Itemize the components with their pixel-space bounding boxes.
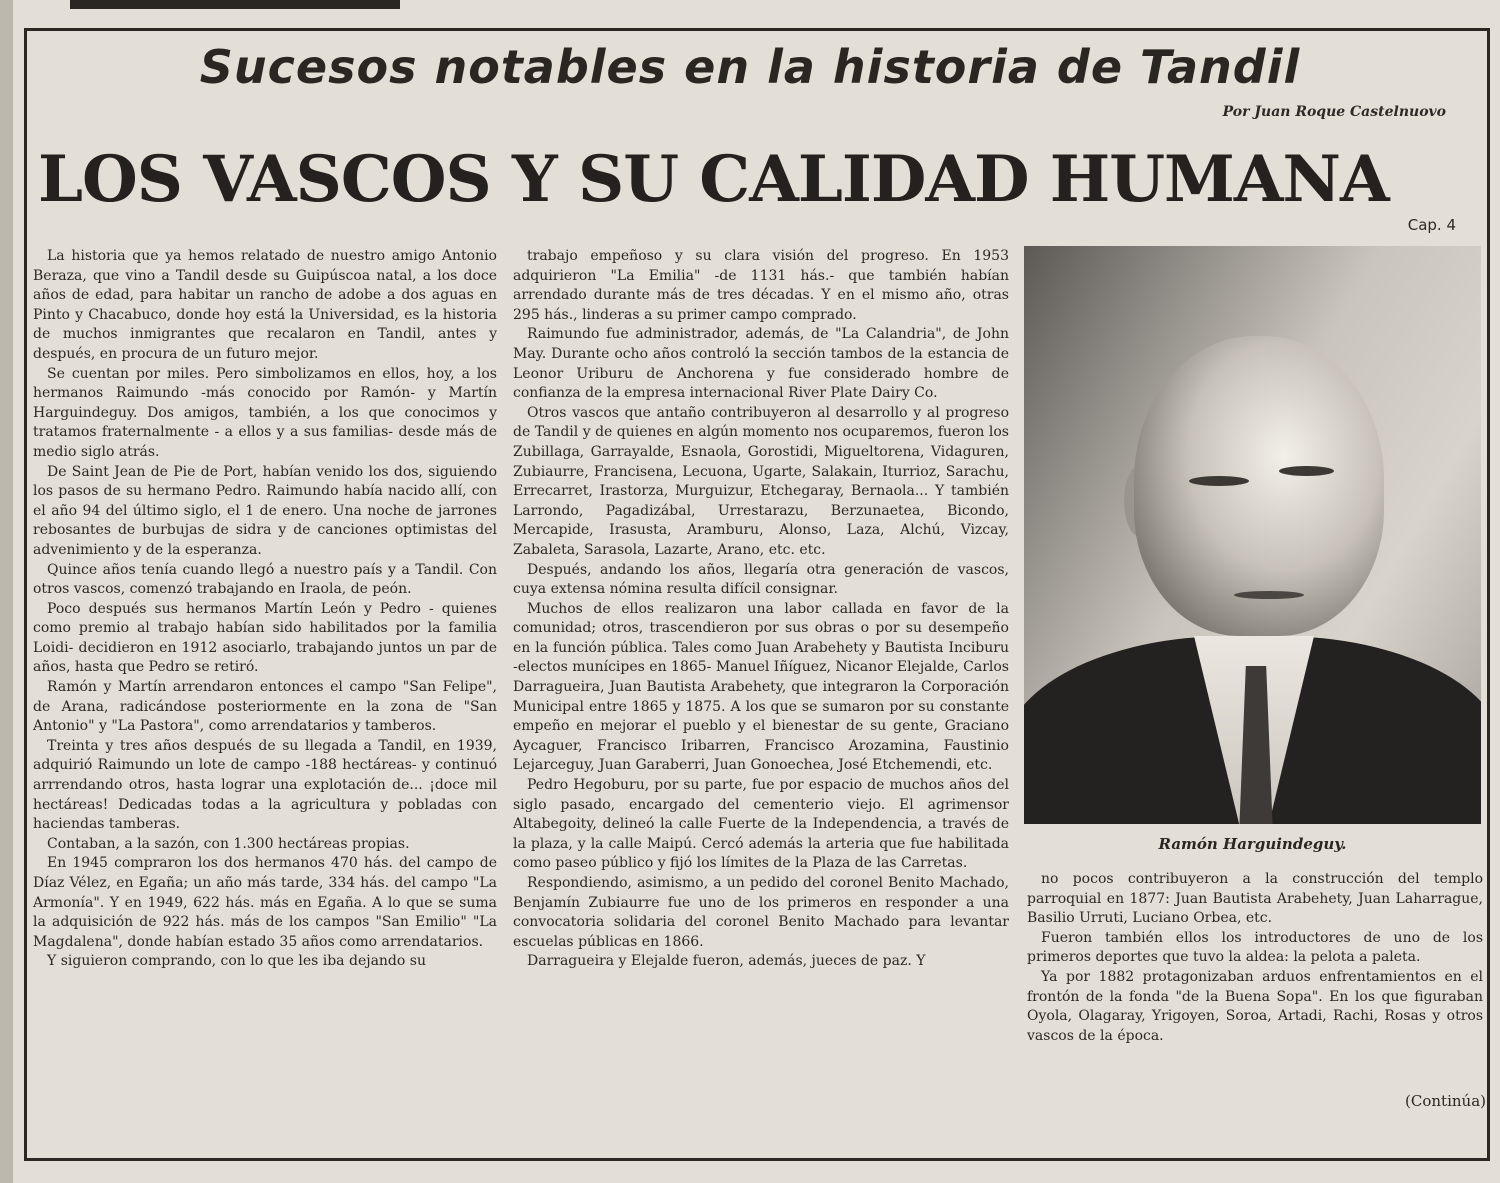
paragraph: Muchos de ellos realizaron una labor callada en favor de la comunidad; otros, trascendieron por sus obras o por su desempeño en la función pública. Tales como Juan Arabehety y Bautista Inciburu -electos munícipes en 1865- Manuel Iñíguez, Nicanor Elejalde, Carlos Darragueira, Juan Bautista Arabehety, que integraron la Corporación Municipal entre 1865 y 1875. A los que se sumaron por su constante empeño en mejorar el pueblo y el bienestar de su gente, Graciano Aycaguer, Francisco Iribarren, Francisco Arozamina, Faustinio Lejarceguy, Juan Garaberri, Juan Gonoechea, José Etchemendi, etc.	[513, 600, 1009, 774]
paragraph: Ramón y Martín arrendaron entonces el campo "San Felipe", de Arana, radicándose posteriormente en la zona de "San Antonio" y "La Pastora", como arrendatarios y tamberos.	[33, 679, 497, 735]
paragraph: Respondiendo, asimismo, a un pedido del coronel Benito Machado, Benjamín Zubiaurre fue uno de los primeros en responder a una convocatoria solidaria del coronel Benito Machado para levantar escuelas públicas en 1866.	[513, 875, 1009, 950]
text-column-1	[33, 247, 497, 1152]
photo-caption: Ramón Harguindeguy.	[1158, 835, 1347, 853]
photo-brow	[1189, 476, 1249, 486]
paragraph: Quince años tenía cuando llegó a nuestro país y a Tandil. Con otros vascos, comenzó trabajando en Iraola, de peón.	[33, 561, 497, 598]
paragraph: La historia que ya hemos relatado de nuestro amigo Antonio Beraza, que vino a Tandil desde su Guipúscoa natal, a los doce años de edad, para habitar un rancho de adobe a dos aguas en Pinto y Chacabuco, donde hoy está la Universidad, es la historia de muchos inmigrantes que recalaron en Tandil, antes y después, en procura de un futuro mejor.	[33, 248, 497, 362]
paragraph: Contaban, a la sazón, con 1.300 hectáreas propias.	[47, 835, 410, 852]
paragraph: Fueron también ellos los introductores de uno de los primeros deportes que tuvo la aldea: la pelota a paleta.	[1027, 929, 1483, 966]
article-title: LOS VASCOS Y SU CALIDAD HUMANA	[38, 142, 1389, 217]
paragraph: Se cuentan por miles. Pero simbolizamos en ellos, hoy, a los hermanos Raimundo -más conocido por Ramón- y Martín Harguindeguy. Dos amigos, también, a los que conocimos y tratamos fraternalmente - a ellos y a sus familias- desde más de medio siglo atrás.	[33, 365, 497, 460]
paragraph: trabajo empeñoso y su clara visión del progreso. En 1953 adquirieron "La Emilia" -de 1131 hás.- que también habían arrendado durante más de tres décadas. Y en el mismo año, otras 295 hás., linderas a su primer campo comprado.	[513, 248, 1009, 323]
paragraph: De Saint Jean de Pie de Port, habían venido los dos, siguiendo los pasos de su hermano Pedro. Raimundo había nacido allí, con el año 94 del último siglo, el 1 de enero. Una noche de jarrones rebosantes de burbujas de sidra y de canciones optimistas del advenimiento y de la esperanza.	[33, 463, 497, 558]
continued-label: (Continúa)	[1405, 1092, 1486, 1110]
paragraph: En 1945 compraron los dos hermanos 470 hás. del campo de Díaz Vélez, en Egaña; un año más tarde, 334 hás. del campo "La Armonía". Y en 1949, 622 hás. más en Egaña. A lo que se suma la adquisición de 922 hás. más de los campos "San Emilio" "La Magdalena", donde habían estado 35 años como arrendatarios.	[33, 855, 497, 950]
section-headline: Sucesos notables en la historia de Tandil	[199, 40, 1301, 94]
paragraph: Pedro Hegoburu, por su parte, fue por espacio de muchos años del siglo pasado, encargado del cementerio viejo. El agrimensor Altabegoity, delineó la calle Fuerte de la Independencia, a través de la plaza, y la calle Maipú. Cercó además la arteria que fue habilitada como paseo público y fijó los límites de la Plaza de las Carretas.	[513, 777, 1009, 872]
text-column-2	[513, 247, 1009, 1147]
author-byline: Por Juan Roque Castelnuovo	[1222, 104, 1446, 120]
paragraph: Después, andando los años, llegaría otra generación de vascos, cuya extensa nómina resulta difícil consignar.	[513, 561, 1009, 598]
paragraph: Ya por 1882 protagonizaban arduos enfrentamientos en el frontón de la fonda "de la Buena Sopa". En los que figuraban Oyola, Olagaray, Yrigoyen, Soroa, Artadi, Rachi, Rosas y otros vascos de la época.	[1027, 968, 1483, 1044]
photo-mouth	[1234, 591, 1304, 599]
paragraph: Y siguieron comprando, con lo que les iba dejando su	[47, 953, 426, 970]
paragraph: no pocos contribuyeron a la construcción del templo parroquial en 1877: Juan Bautista Arabehety, Juan Laharrague, Basilio Urruti, Luciano Orbea, etc.	[1027, 871, 1483, 927]
portrait-photo	[1024, 246, 1481, 824]
paragraph: Darragueira y Elejalde fueron, además, jueces de paz. Y	[527, 953, 926, 970]
paragraph: Otros vascos que antaño contribuyeron al desarrollo y al progreso de Tandil y de quienes en algún momento nos ocuparemos, fueron los Zubillaga, Garrayalde, Esnaola, Gorostidi, Migueltorena, Vidaguren, Zubiaurre, Francisena, Lecuona, Ugarte, Salakain, Iturrioz, Sarachu, Errecarret, Irastorza, Murguizur, Etchegaray, Bernaola... Y también Larrondo, Pagadizábal, Urrestarazu, Berzunaetea, Bicondo, Mercapide, Irasusta, Aramburu, Alonso, Laza, Alchú, Vizcay, Zabaleta, Sarasola, Lazarte, Arano, etc. etc.	[513, 404, 1009, 558]
photo-brow	[1279, 466, 1334, 476]
paragraph: Raimundo fue administrador, además, de "La Calandria", de John May. Durante ocho años controló la sección tambos de la estancia de Leonor Uriburu de Anchorena y fue considerado hombre de confianza de la empresa internacional River Plate Dairy Co.	[513, 326, 1009, 402]
paragraph: Treinta y tres años después de su llegada a Tandil, en 1939, adquirió Raimundo un lote de campo -188 hectáreas- y continuó arrrendando otros, hasta lograr una explotación de... ¡doce mil hectáreas! Dedicadas todas a la agricultura y pobladas con haciendas tamberas.	[33, 737, 497, 833]
page-edge	[0, 0, 13, 1183]
text-column-3	[1027, 870, 1483, 1120]
top-rule-bar	[70, 0, 400, 9]
chapter-label: Cap. 4	[1407, 216, 1456, 234]
paragraph: Poco después sus hermanos Martín León y Pedro - quienes como premio al trabajo habían sido habilitados por la familia Loidi- decidieron en 1912 asociarlo, trabajando juntos un par de años, hasta que Pedro se retiró.	[33, 600, 497, 676]
